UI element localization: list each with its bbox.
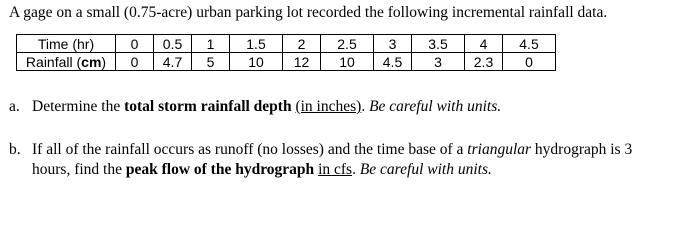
question-b (9, 140, 679, 180)
question-b-line-2 (32, 160, 492, 179)
rainfall-cell: 10 (230, 53, 283, 71)
problem-intro: A gage on a small (0.75-acre) urban parking lot recorded the following incremental rainfall data. (9, 4, 608, 21)
rainfall-cell: 4.7 (154, 53, 192, 71)
question-a-units: (in inches) (295, 98, 362, 115)
rainfall-cell: 10 (321, 53, 374, 71)
question-a-emphasis: total storm rainfall depth (124, 98, 292, 115)
question-b-text-part: If all of the rainfall occurs as runoff (no losses) and the time base of a (32, 141, 468, 158)
question-a-text-part: . (361, 98, 370, 115)
question-b-letter: b. (9, 141, 21, 158)
time-cell: 4 (465, 35, 503, 53)
question-b-hydrograph-type: triangular (467, 141, 532, 158)
time-cell: 4.5 (503, 35, 556, 53)
rainfall-cell: 4.5 (374, 53, 412, 71)
rainfall-table (16, 34, 556, 71)
rainfall-cell: 2.3 (465, 53, 503, 71)
rainfall-cell: 0 (116, 53, 154, 71)
time-cell: 1.5 (230, 35, 283, 53)
rainfall-cell: 0 (503, 53, 556, 71)
time-cell: 2.5 (321, 35, 374, 53)
rainfall-cell: 12 (283, 53, 321, 71)
question-b-units: in cfs (318, 161, 353, 178)
time-cell: 2 (283, 35, 321, 53)
question-b-line-1 (32, 140, 632, 159)
question-b-text-part: hydrograph is 3 (531, 141, 633, 158)
rainfall-cell: 5 (192, 53, 230, 71)
rainfall-label: Rainfall ( (25, 53, 82, 70)
row-header-rainfall (17, 53, 116, 71)
rainfall-cell: 3 (412, 53, 465, 71)
question-a-text-part: Determine the (32, 98, 125, 115)
question-b-emphasis: peak flow of the hydrograph (125, 161, 315, 178)
question-a-caution: Be careful with units. (369, 98, 502, 115)
time-cell: 1 (192, 35, 230, 53)
rainfall-unit: cm (81, 53, 102, 70)
question-b-text-part: hours, find the (32, 161, 126, 178)
row-header-time: Time (hr) (17, 35, 116, 53)
time-cell: 0 (116, 35, 154, 53)
table-row-time (17, 35, 556, 53)
question-a-text (32, 97, 501, 116)
question-b-text-part: . (352, 161, 360, 178)
question-b-caution: Be careful with units. (359, 161, 492, 178)
time-cell: 3 (374, 35, 412, 53)
question-a (9, 97, 669, 117)
rainfall-label-close: ) (101, 53, 107, 70)
time-cell: 0.5 (154, 35, 192, 53)
time-cell: 3.5 (412, 35, 465, 53)
table-row-rainfall (17, 53, 556, 71)
question-a-letter: a. (9, 98, 20, 115)
